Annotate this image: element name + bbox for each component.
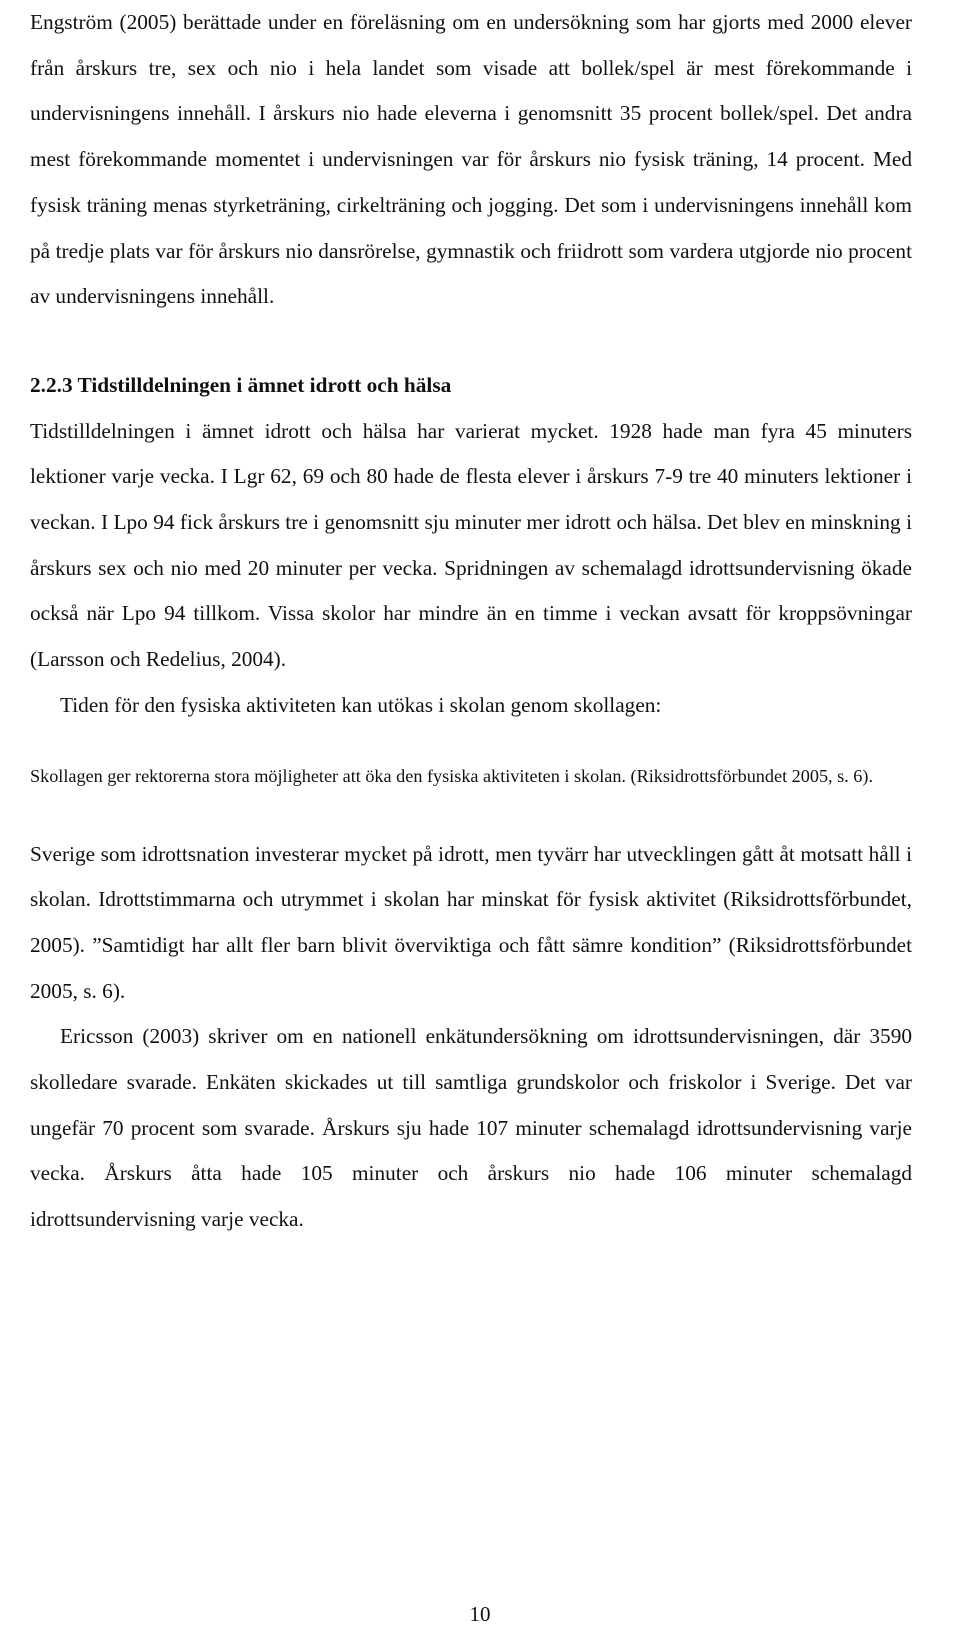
- paragraph: Tiden för den fysiska aktiviteten kan utökas i skolan genom skollagen:: [60, 692, 662, 717]
- block-quote: Skollagen ger rektorerna stora möjligheter att öka den fysiska aktiviteten i skolan. (Riksidrottsförbundet 2005, s. 6).: [30, 765, 874, 786]
- paragraph: Engström (2005) berättade under en föreläsning om en undersökning som har gjorts med 2000 elever från årskurs tre, sex och nio i hela landet som visade att bollek/spel är mest förekommande i undervisningens innehåll. I årskurs nio hade eleverna i genomsnitt 35 procent bollek/spel. Det andra mest förekommande momentet i undervisningen var för årskurs nio fysisk träning, 14 procent. Med fysisk träning menas styrketräning, cirkelträning och jogging. Det som i undervisningens innehåll kom på tredje plats var för årskurs nio dansrörelse, gymnastik och friidrott som vardera utgjorde nio procent av undervisningens innehåll.: [30, 10, 912, 309]
- paragraph: Sverige som idrottsnation investerar mycket på idrott, men tyvärr har utvecklingen gått åt motsatt håll i skolan. Idrottstimmarna och utrymmet i skolan har minskat för fysisk aktivitet (Riksidrottsförbundet, 2005). ”Samtidigt har allt fler barn blivit överviktiga och fått sämre kondition” (Riksidrottsförbundet 2005, s. 6).: [30, 841, 912, 1003]
- section-heading: 2.2.3 Tidstilldelningen i ämnet idrott och hälsa: [30, 372, 452, 397]
- page-number: 10: [469, 1602, 491, 1626]
- paragraph: Tidstilldelningen i ämnet idrott och hälsa har varierat mycket. 1928 hade man fyra 45 minuters lektioner varje vecka. I Lgr 62, 69 och 80 hade de flesta elever i årskurs 7-9 tre 40 minuters lektioner i veckan. I Lpo 94 fick årskurs tre i genomsnitt sju minuter mer idrott och hälsa. Det blev en minskning i årskurs sex och nio med 20 minuter per vecka. Spridningen av schemalagd idrottsundervisning ökade också när Lpo 94 tillkom. Vissa skolor har mindre än en timme i veckan avsatt för kroppsövningar (Larsson och Redelius, 2004).: [30, 418, 912, 672]
- page-content: [30, 0, 912, 1243]
- paragraph: Ericsson (2003) skriver om en nationell enkätundersökning om idrottsundervisningen, där 3590 skolledare svarade. Enkäten skickades ut till samtliga grundskolor och friskolor i Sverige. Det var ungefär 70 procent som svarade. Årskurs sju hade 107 minuter schemalagd idrottsundervisning varje vecka. Årskurs åtta hade 105 minuter och årskurs nio hade 106 minuter schemalagd idrottsundervisning varje vecka.: [30, 1024, 912, 1232]
